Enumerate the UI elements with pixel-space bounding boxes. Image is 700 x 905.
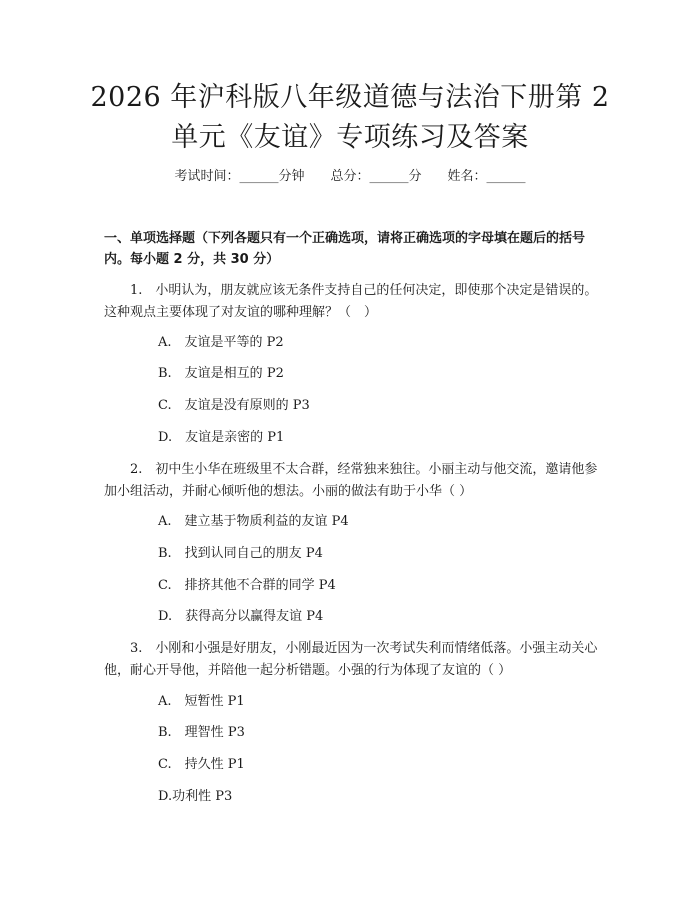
document-title: 2026 年沪科版八年级道德与法治下册第 2 单元《友谊》专项练习及答案 — [90, 82, 610, 153]
exam-time-field: 考试时间：______分钟 — [174, 169, 305, 184]
student-name-field: 姓名：______ — [447, 169, 526, 184]
question-1-stem: 1. 小明认为，朋友就应该无条件支持自己的任何决定，即使那个决定是错误的。这种观点主要体现了对友谊的哪种理解？（ ） — [104, 283, 598, 320]
question-2-option-a: A. 建立基于物质利益的友谊 P4 — [158, 514, 349, 529]
question-3-stem: 3. 小刚和小强是好朋友，小刚最近因为一次考试失利而情绪低落。小强主动关心他，耐心开导他，并陪他一起分析错题。小强的行为体现了友谊的（ ） — [104, 641, 598, 678]
exam-info — [0, 167, 700, 187]
question-2-option-b: B. 找到认同自己的朋友 P4 — [158, 546, 323, 561]
question-2-stem: 2. 初中生小华在班级里不太合群，经常独来独往。小丽主动与他交流，邀请他参加小组活动，并耐心倾听他的想法。小丽的做法有助于小华（ ） — [104, 462, 598, 499]
question-2-option-d: D. 获得高分以赢得友谊 P4 — [158, 609, 324, 624]
question-2-option-c: C. 排挤其他不合群的同学 P4 — [158, 578, 336, 593]
total-score-field: 总分：______分 — [330, 169, 422, 184]
question-1-option-b: B. 友谊是相互的 P2 — [158, 366, 284, 381]
question-1-option-a: A. 友谊是平等的 P2 — [158, 335, 284, 350]
question-3-option-c: C. 持久性 P1 — [158, 757, 245, 772]
question-3-option-a: A. 短暂性 P1 — [158, 694, 245, 709]
question-3-option-d: D.功利性 P3 — [158, 789, 233, 804]
question-3-option-b: B. 理智性 P3 — [158, 725, 245, 740]
question-1-option-c: C. 友谊是没有原则的 P3 — [158, 398, 310, 413]
section-heading: 一、单项选择题（下列各题只有一个正确选项，请将正确选项的字母填在题后的括号内。每小题 2 分，共 30 分） — [104, 231, 586, 267]
question-1-option-d: D. 友谊是亲密的 P1 — [158, 430, 285, 445]
